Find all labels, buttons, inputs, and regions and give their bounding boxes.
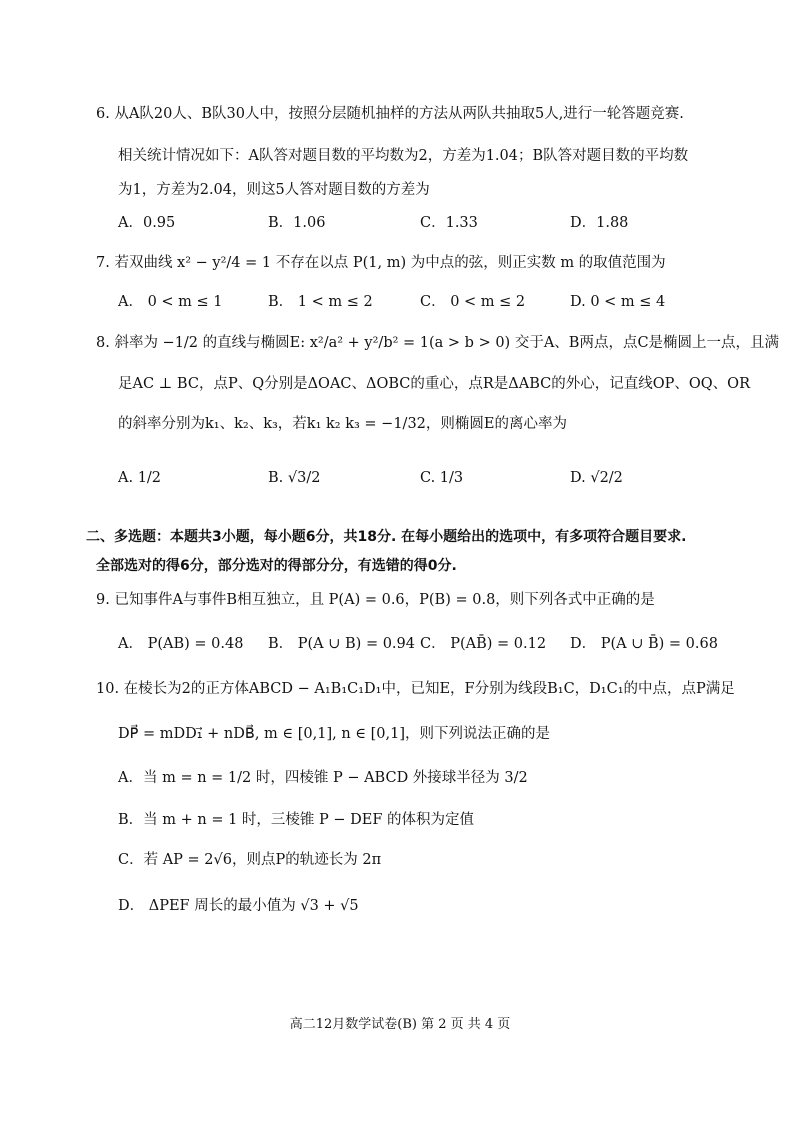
- q10-line-2: DP⃗ = mDD₁⃗ + nDB⃗, m ∈ [0,1], n ∈ [0,1]，则下列说法正确的是: [118, 726, 551, 742]
- q8-option-b: B. √3/2: [268, 470, 321, 486]
- q6-option-a: A．0.95: [118, 215, 176, 231]
- q7-line-1: 7. 若双曲线 x² − y²/4 = 1 不存在以点 P(1, m) 为中点的弦，则正实数 m 的取值范围为: [96, 255, 666, 271]
- q8-option-c: C. 1/3: [420, 470, 464, 486]
- q9-line-1: 9. 已知事件A与事件B相互独立，且 P(A) = 0.6，P(B) = 0.8，则下列各式中正确的是: [96, 592, 655, 608]
- q9-option-a: A． P(AB) = 0.48: [118, 636, 244, 652]
- q8-option-d: D. √2/2: [570, 470, 623, 486]
- q9-option-c: C． P(AB̄) = 0.12: [420, 636, 547, 652]
- q10-option-d: D． ΔPEF 周长的最小值为 √3 + √5: [118, 898, 359, 914]
- q8-line-1: 8. 斜率为 −1/2 的直线与椭圆E: x²/a² + y²/b² = 1(a > b > 0) 交于A、B两点，点C是椭圆上一点，且满: [96, 335, 780, 351]
- q6-line-2: 相关统计情况如下：A队答对题目数的平均数为2，方差为1.04；B队答对题目数的平均数: [118, 148, 689, 164]
- q7-option-c: C． 0 < m ≤ 2: [420, 294, 526, 310]
- q7-option-b: B． 1 < m ≤ 2: [268, 294, 373, 310]
- q10-option-a: A．当 m = n = 1/2 时，四棱锥 P − ABCD 外接球半径为 3/2: [118, 770, 528, 786]
- q9-option-d: D． P(A ∪ B̄) = 0.68: [570, 636, 718, 652]
- q10-line-1: 10. 在棱长为2的正方体ABCD − A₁B₁C₁D₁中，已知E，F分别为线段B₁C，D₁C₁的中点，点P满足: [96, 681, 735, 697]
- q6-option-d: D．1.88: [570, 215, 629, 231]
- section-2-instructions: 全部选对的得6分，部分选对的得部分分，有选错的得0分.: [96, 558, 457, 574]
- section-2-heading: 二、多选题：本题共3小题，每小题6分，共18分. 在每小题给出的选项中，有多项符合题目要求.: [86, 529, 687, 545]
- q6-line-1: 6. 从A队20人、B队30人中，按照分层随机抽样的方法从两队共抽取5人,进行一轮答题竞赛.: [96, 106, 684, 122]
- q6-option-b: B．1.06: [268, 215, 326, 231]
- q10-option-b: B．当 m + n = 1 时，三棱锥 P − DEF 的体积为定值: [118, 812, 475, 828]
- q10-option-c: C．若 AP = 2√6，则点P的轨迹长为 2π: [118, 852, 382, 868]
- q9-option-b: B． P(A ∪ B) = 0.94: [268, 636, 415, 652]
- q6-option-c: C．1.33: [420, 215, 478, 231]
- q7-option-d: D. 0 < m ≤ 4: [570, 294, 666, 310]
- q8-line-3: 的斜率分别为k₁、k₂、k₃，若k₁ k₂ k₃ = −1/32，则椭圆E的离心率为: [118, 416, 567, 432]
- q8-option-a: A. 1/2: [118, 470, 162, 486]
- page-footer: 高二12月数学试卷(B) 第 2 页 共 4 页: [289, 1017, 511, 1032]
- q8-line-2: 足AC ⊥ BC，点P、Q分别是ΔOAC、ΔOBC的重心，点R是ΔABC的外心，记直线OP、OQ、OR: [118, 376, 750, 392]
- q7-option-a: A． 0 < m ≤ 1: [118, 294, 223, 310]
- q6-line-3: 为1，方差为2.04，则这5人答对题目数的方差为: [118, 182, 430, 198]
